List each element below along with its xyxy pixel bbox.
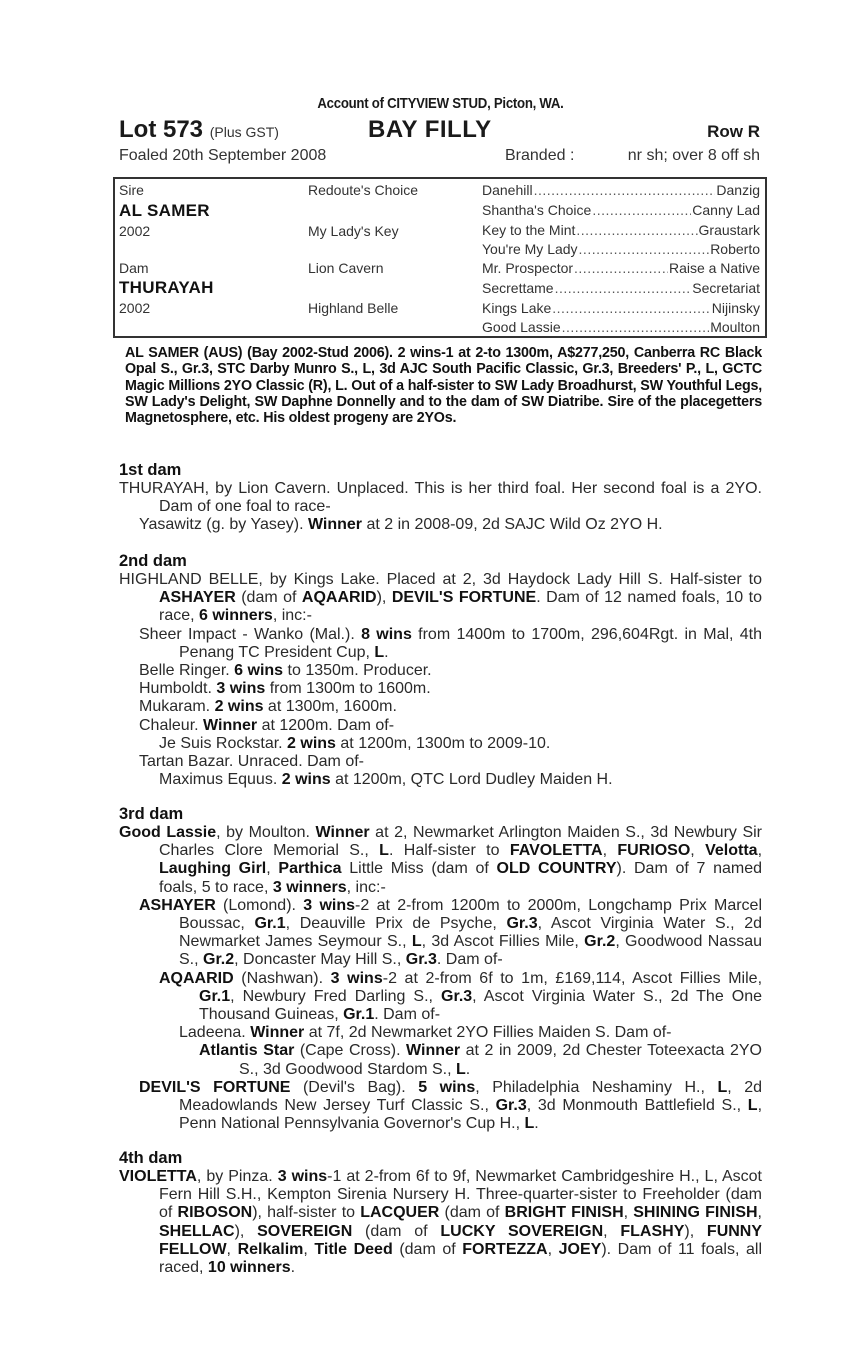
progeny-entry: Yasawitz (g. by Yasey). Winner at 2 in 2008-09, 2d SAJC Wild Oz 2YO H. [139, 516, 663, 534]
sire-dam: My Lady's Key [308, 223, 399, 239]
dam-paragraph: Good Lassie, by Moulton. Winner at 2, Newmarket Arlington Maiden S., 3d Newbury Sir Charles Clore Memorial S., L. Half-sister to FAVOLETTA, FURIOSO, Velotta, Laughing Girl, Parthica Little Miss (dam of OLD COUNTRY). Dam of 7 named foals, 5 to race, 3 winners, inc:- [119, 824, 763, 896]
foaled-date: Foaled 20th September 2008 [119, 147, 327, 164]
dam-paragraph: VIOLETTA, by Pinza. 3 wins-1 at 2-from 6f to 9f, Newmarket Cambridgeshire H., L, Ascot Fern Hill S.H., Kempton Sirenia Nursery H. Three-quarter-sister to Freeholder (dam of RIBOSON), half-sister to LACQUER (dam of BRIGHT FINISH, SHINING FINISH, SHELLAC), SOVEREIGN (dam of LUCKY SOVEREIGN, FLASHY), FUNNY FELLOW, Relkalim, Title Deed (dam of FORTEZZA, JOEY). Dam of 11 foals, all raced, 10 winners. [119, 1168, 763, 1277]
dam-sire: Lion Cavern [308, 260, 384, 276]
progeny-entry: Belle Ringer. 6 wins to 1350m. Producer. [139, 662, 432, 680]
sire-name: AL SAMER [119, 201, 210, 220]
progeny-entry: ASHAYER (Lomond). 3 wins-2 at 2-from 1200m to 2000m, Longchamp Prix Marcel Boussac, Gr.1, Deauville Prix de Psyche, Gr.3, Ascot Virginia Water S., 2d Newmarket James Seymour S., L, 3d Ascot Fillies Mile, Gr.2, Goodwood Nassau S., Gr.2, Doncaster May Hill S., Gr.3. Dam of- [139, 896, 763, 969]
lot-number: Lot 573 (Plus GST) [119, 116, 279, 143]
gen3-row: Key to the Mint ..... Graustark [482, 222, 760, 238]
leader-dots [555, 280, 692, 296]
foaled-line [119, 147, 762, 165]
progeny-entry: Tartan Bazar. Unraced. Dam of- [139, 753, 364, 771]
dam-label: Dam [119, 260, 149, 276]
sire-label: Sire [119, 182, 144, 198]
progeny-entry: Maximus Equus. 2 wins at 1200m, QTC Lord Dudley Maiden H. [159, 771, 613, 789]
fourth-dam-section [119, 1148, 762, 1277]
colour-sex: BAY FILLY [368, 116, 492, 143]
leader-dots [552, 300, 710, 316]
dam-paragraph: HIGHLAND BELLE, by Kings Lake. Placed at 2, 3d Haydock Lady Hill S. Half-sister to ASHAYER (dam of AQAARID), DEVIL'S FORTUNE. Dam of 12 named foals, 10 to race, 6 winners, inc:- [119, 571, 762, 625]
sire-year: 2002 [119, 223, 151, 239]
progeny-entry: Mukaram. 2 wins at 1300m, 1600m. [139, 698, 397, 716]
leader-dots [592, 202, 691, 218]
leader-dots [579, 241, 710, 257]
gen3-row: Danehill ..... Danzig [482, 182, 760, 198]
branded-value: nr sh; over 8 off sh [627, 147, 760, 164]
progeny-entry: Je Suis Rockstar. 2 wins at 1200m, 1300m to 2009-10. [159, 734, 551, 752]
gen3-row: Shantha's Choice ..... Canny Lad [482, 202, 760, 218]
gen3-row: Kings Lake ..... Nijinsky [482, 300, 760, 316]
lot-header [119, 116, 762, 146]
section-heading: 4th dam [119, 1149, 183, 1167]
progeny-entry: Ladeena. Winner at 7f, 2d Newmarket 2YO Fillies Maiden S. Dam of- [179, 1024, 672, 1042]
sire-sire: Redoute's Choice [308, 182, 419, 198]
leader-dots [576, 222, 697, 238]
progeny-entry: AQAARID (Nashwan). 3 wins-2 at 2-from 6f to 1m, £169,114, Ascot Fillies Mile, Gr.1, Newbury Fred Darling S., Gr.3, Ascot Virginia Water S., 2d The One Thousand Guineas, Gr.1. Dam of- [159, 969, 763, 1024]
gen3-row: You're My Lady ..... Roberto [482, 241, 760, 257]
progeny-entry: Atlantis Star (Cape Cross). Winner at 2 in 2009, 2d Chester Toteexacta 2YO S., 3d Goodwood Stardom S., L. [199, 1042, 762, 1078]
progeny-entry: Chaleur. Winner at 1200m. Dam of- [139, 716, 395, 734]
leader-dots [534, 182, 716, 198]
section-heading: 2nd dam [119, 552, 187, 570]
dam-dam: Highland Belle [308, 300, 399, 316]
progeny-entry: DEVIL'S FORTUNE (Devil's Bag). 5 wins, Philadelphia Neshaminy H., L, 2d Meadowlands New Jersey Turf Classic S., Gr.3, 3d Monmouth Battlefield S., L, Penn National Pennsylvania Governor's Cup H., L. [139, 1078, 763, 1133]
leader-dots [574, 260, 668, 276]
leader-dots [562, 319, 710, 335]
section-heading: 1st dam [119, 461, 182, 479]
dam-paragraph: THURAYAH, by Lion Cavern. Unplaced. This is her third foal. Her second foal is a 2YO. Dam of one foal to race- [119, 480, 762, 516]
vendor-account: Account of CITYVIEW STUD, Picton, WA. [317, 95, 564, 112]
first-dam-section [119, 460, 762, 535]
row-location: Row R [707, 122, 760, 141]
sire-summary: AL SAMER (AUS) (Bay 2002-Stud 2006). 2 wins-1 at 2-to 1300m, A$277,250, Canberra RC Black Opal S., Gr.3, STC Darby Munro S., L, 3d AJC South Pacific Classic, Gr.3, Breeders' P., L, GCTC Magic Millions 2YO Classic (R), L. Out of a half-sister to SW Lady Broadhurst, SW Youthful Legs, SW Lady's Delight, SW Daphne Donnelly and to the dam of SW Diatribe. Sire of the placegetters Magnetosphere, etc. His oldest progeny are 2YOs. [125, 345, 762, 427]
gst-note: (Plus GST) [209, 124, 279, 140]
second-dam-section [119, 551, 762, 789]
section-heading: 3rd dam [119, 805, 184, 823]
progeny-entry: Humboldt. 3 wins from 1300m to 1600m. [139, 680, 431, 698]
branded-label: Branded : [505, 147, 575, 164]
pedigree-table [113, 177, 767, 338]
dam-name: THURAYAH [119, 278, 214, 297]
progeny-entry: Sheer Impact - Wanko (Mal.). 8 wins from 1400m to 1700m, 296,604Rgt. in Mal, 4th Penang TC President Cup, L. [139, 625, 763, 661]
gen3-row: Good Lassie ..... Moulton [482, 319, 760, 335]
third-dam-section [119, 804, 762, 1133]
gen3-row: Mr. Prospector ..... Raise a Native [482, 260, 760, 276]
gen3-row: Secrettame ..... Secretariat [482, 280, 760, 296]
dam-year: 2002 [119, 300, 151, 316]
